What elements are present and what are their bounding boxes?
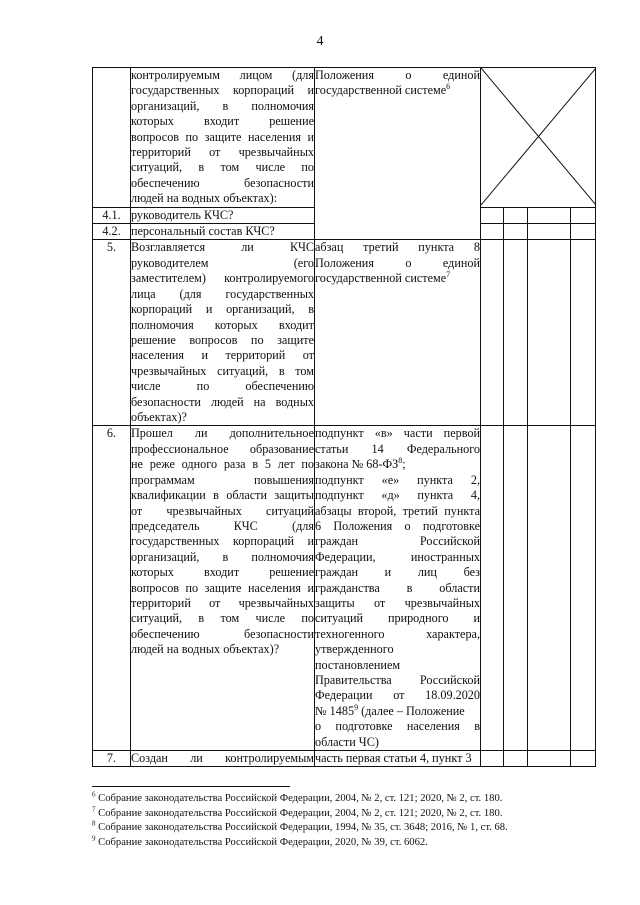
notes-cell bbox=[571, 240, 596, 426]
row-number-cell: 7. bbox=[93, 751, 131, 767]
reference-cell: часть первая статьи 4, пункт 3 bbox=[315, 751, 481, 767]
answer-no-cell bbox=[504, 224, 528, 240]
footnotes bbox=[92, 792, 562, 850]
answer-no-cell bbox=[504, 207, 528, 223]
footnote: $^7$ Собрание законодательства Российской Федерации, 2004, № 2, ст. 121; 2020, № 2, ст. 180. bbox=[92, 805, 503, 819]
reference-cell: подпункт «в» части первой статьи 14 Федерального закона № $68-ФЗ^8$; подпункт «е» пункта 2, подпункт «д» пункта 4, абзацы второй, третий пункта 6 Положения о подготовке граждан Российской Федерации, иностранных граждан и лиц без гражданства в области защиты от чрезвычайных ситуаций природного и техногенного характера, утвержденного постановлением Правительства Российской Федерации от 18.09.2020 № 1485$^9$ (далее – Положение о подготовке населения в области ЧС) bbox=[315, 426, 480, 749]
footnote-ref: 8 bbox=[398, 456, 403, 466]
answer-no-cell bbox=[504, 426, 528, 751]
question-cell: Возглавляется ли КЧС руководителем (его заместителем) контролируемого лица (для государственных корпораций и организаций, в полномочия которых входит решение вопросов по защите населения и территорий от чрезвычайных ситуаций, в том числе по обеспечению безопасности людей на водных объектах)? bbox=[131, 240, 315, 426]
question-cell: руководитель КЧС? bbox=[131, 207, 315, 223]
answer-na-cell bbox=[528, 207, 571, 223]
footnote: $^8$ Собрание законодательства Российской Федерации, 1994, № 35, ст. 3648; 2016, № 1, ст. 68. bbox=[92, 819, 508, 834]
question-cell: Прошел ли дополнительное профессиональное образование не реже одного раза в 5 лет по программам повышения квалификации в области защиты от чрезвычайных ситуаций председатель КЧС (для государственных корпораций и организаций, в полномочия которых входит решение вопросов по защите населения и территорий от чрезвычайных ситуаций, в том числе по обеспечению безопасности людей на водных объектах)? bbox=[131, 426, 315, 751]
answer-yes-cell bbox=[481, 751, 504, 767]
answer-na-cell bbox=[528, 751, 571, 767]
crossed-out-cell bbox=[481, 68, 596, 208]
notes-cell bbox=[571, 207, 596, 223]
question-cell: персональный состав КЧС? bbox=[131, 224, 315, 240]
row-number-cell: 5. bbox=[93, 240, 131, 426]
checklist-table bbox=[92, 67, 596, 767]
cross-out-mark bbox=[481, 68, 596, 205]
answer-na-cell bbox=[528, 240, 571, 426]
table-row bbox=[93, 426, 596, 751]
answer-na-cell bbox=[528, 426, 571, 751]
answer-yes-cell bbox=[481, 207, 504, 223]
notes-cell bbox=[571, 751, 596, 767]
table-row bbox=[93, 751, 596, 767]
question-cell: Создан ли контролируемым bbox=[131, 751, 314, 765]
row-number-cell: 4.1. bbox=[93, 207, 131, 223]
footnote-ref: 7 bbox=[446, 270, 451, 280]
footnote: $^9$ Собрание законодательства Российской Федерации, 2020, № 39, ст. 6062. bbox=[92, 834, 428, 848]
answer-no-cell bbox=[504, 751, 528, 767]
notes-cell bbox=[571, 426, 596, 751]
row-number-cell: 6. bbox=[93, 426, 131, 751]
reference-cell: абзац третий пункта 8 Положения о единой государственной системе$^7$ bbox=[315, 240, 481, 426]
answer-no-cell bbox=[504, 240, 528, 426]
notes-cell bbox=[571, 224, 596, 240]
answer-na-cell bbox=[528, 224, 571, 240]
row-number-cell bbox=[93, 68, 131, 208]
table-row bbox=[93, 68, 596, 208]
answer-yes-cell bbox=[481, 240, 504, 426]
question-cell: контролируемым лицом (для государственных корпораций и организаций, в полномочия которых входит решение вопросов по защите населения и территорий от чрезвычайных ситуаций, в том числе по обеспечению безопасности людей на водных объектах): bbox=[131, 68, 314, 206]
page-number: 4 bbox=[316, 34, 324, 49]
row-number-cell: 4.2. bbox=[93, 224, 131, 240]
table-row bbox=[93, 240, 596, 426]
reference-cell: Положения о единой государственной системе$^6$ bbox=[315, 68, 481, 240]
footnote-ref: 6 bbox=[446, 82, 451, 92]
answer-yes-cell bbox=[481, 426, 504, 751]
footnote-divider bbox=[92, 786, 290, 787]
footnote: $^6$ Собрание законодательства Российской Федерации, 2004, № 2, ст. 121; 2020, № 2, ст. 180. bbox=[92, 790, 503, 804]
answer-yes-cell bbox=[481, 224, 504, 240]
footnote-ref: 9 bbox=[354, 702, 359, 712]
